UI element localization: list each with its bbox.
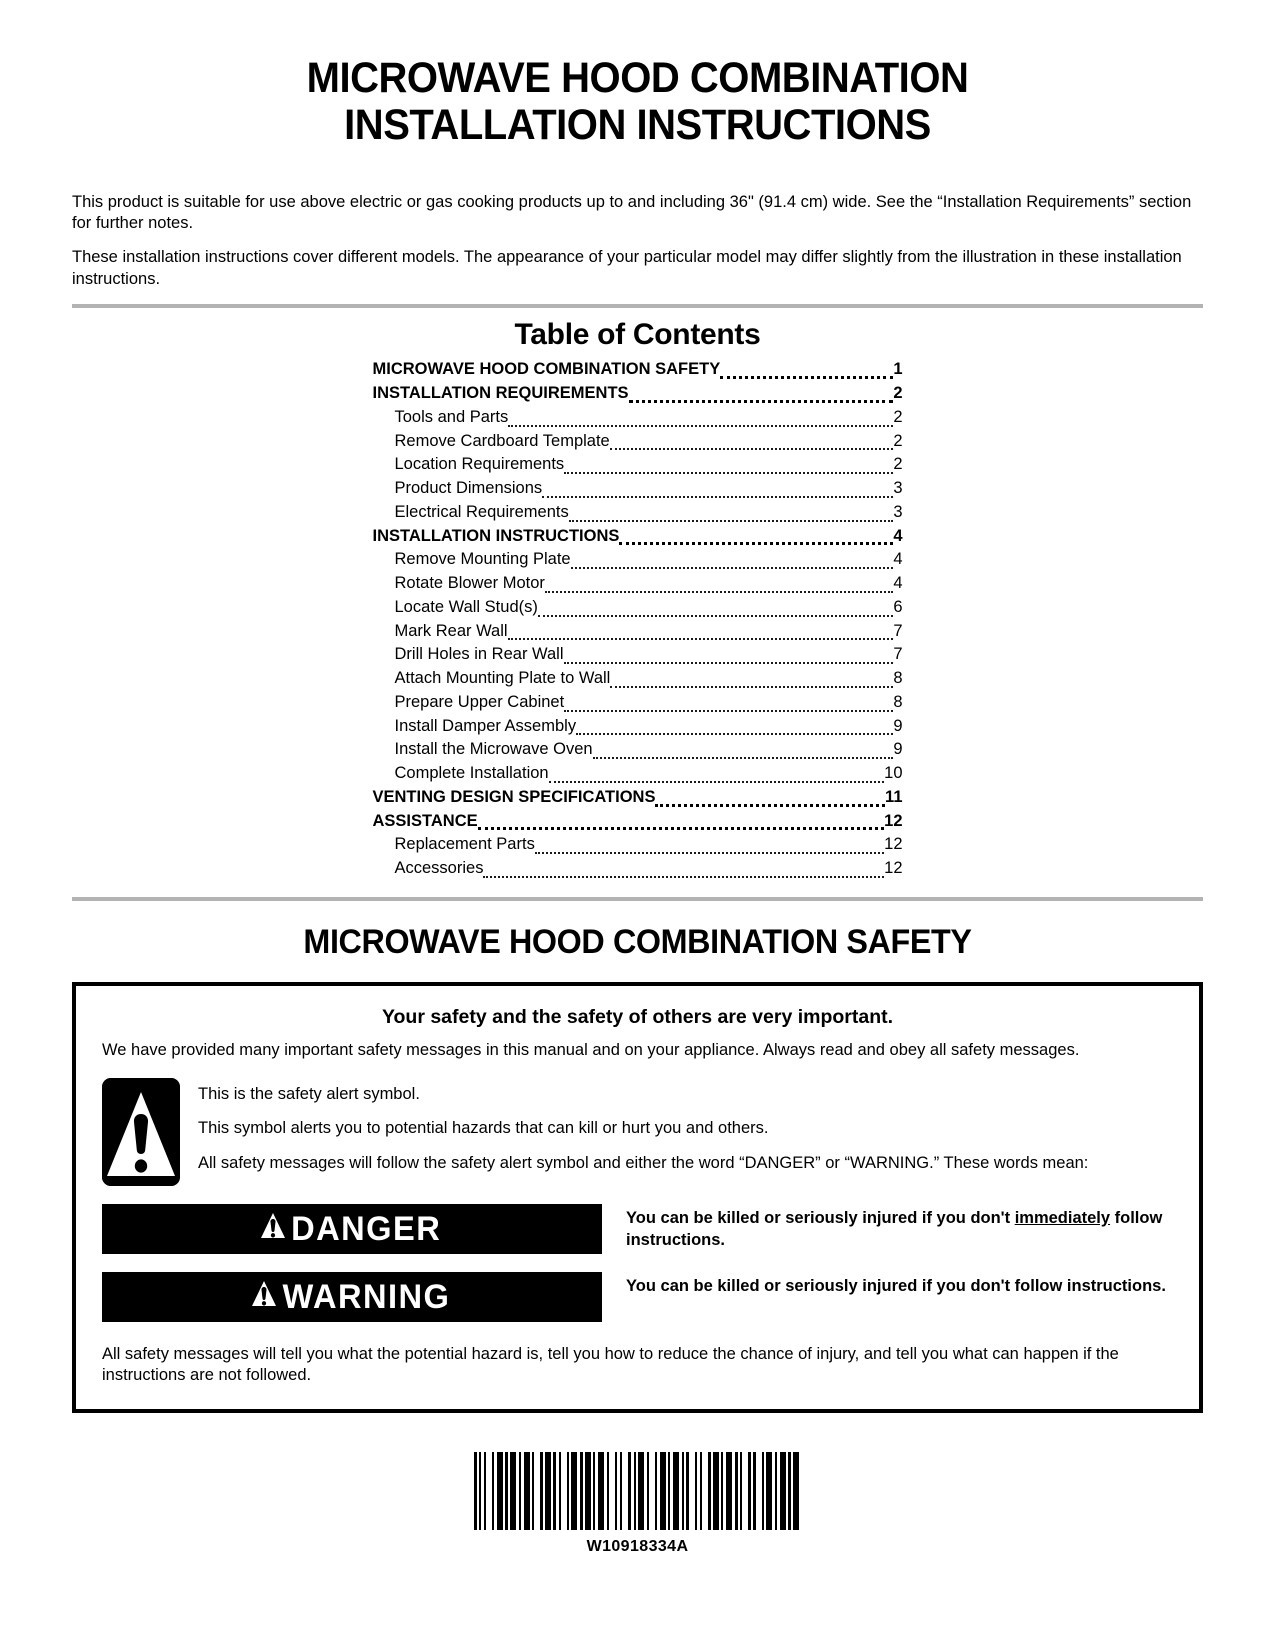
toc-entry-label: Attach Mounting Plate to Wall <box>394 669 611 688</box>
warning-description-before: You can be killed or seriously injured if you don't follow instructions. <box>626 1276 1166 1295</box>
intro-block <box>72 192 1203 291</box>
toc-entry[interactable] <box>373 833 903 857</box>
toc-entry-page: 4 <box>893 550 903 569</box>
safety-box <box>72 982 1203 1413</box>
safety-alert-symbol-icon <box>102 1078 180 1186</box>
toc-entry[interactable] <box>373 738 903 762</box>
toc-entry-label: Remove Mounting Plate <box>394 550 571 569</box>
toc-entry-label: ASSISTANCE <box>372 811 478 830</box>
toc-entry-page: 3 <box>893 479 903 498</box>
toc-entry-page: 7 <box>893 621 903 640</box>
toc-entry[interactable] <box>373 477 903 501</box>
toc-leader-dots <box>629 400 894 403</box>
toc-entry-page: 1 <box>893 360 903 379</box>
toc-entry-page: 9 <box>893 716 903 735</box>
toc-leader-dots <box>564 710 893 712</box>
toc-entry-label: Complete Installation <box>394 764 549 783</box>
toc-entry-label: Accessories <box>394 859 484 878</box>
toc-leader-dots <box>564 662 894 664</box>
toc-entry-page: 12 <box>884 811 903 830</box>
toc-entry[interactable] <box>373 762 903 786</box>
divider-bottom <box>72 897 1203 901</box>
danger-description <box>626 1204 1173 1252</box>
toc-leader-dots <box>538 615 893 617</box>
toc-entry-page: 9 <box>893 740 903 759</box>
toc-leader-dots <box>483 876 884 878</box>
toc-leader-dots <box>720 376 893 379</box>
toc-entry[interactable] <box>373 620 903 644</box>
toc-entry-label: Install Damper Assembly <box>394 716 577 735</box>
toc-entry-label: Prepare Upper Cabinet <box>394 692 565 711</box>
toc-entry-label: INSTALLATION REQUIREMENTS <box>372 384 629 403</box>
toc-entry[interactable] <box>373 857 903 881</box>
toc-entry-page: 8 <box>893 692 903 711</box>
toc-entry[interactable] <box>373 406 903 430</box>
toc-leader-dots <box>593 757 894 759</box>
toc-entry[interactable] <box>373 453 903 477</box>
toc-leader-dots <box>655 804 885 807</box>
danger-label: DANGER <box>290 1209 442 1248</box>
toc-entry-label: Product Dimensions <box>394 479 543 498</box>
toc-leader-dots <box>571 567 894 569</box>
warning-triangle-icon <box>260 1211 286 1246</box>
toc-entry[interactable] <box>373 691 903 715</box>
intro-paragraph-2: These installation instructions cover different models. The appearance of your particular model may differ slightly from the illustration in these installation instructions. <box>72 248 1182 288</box>
warning-row <box>102 1272 1173 1322</box>
safety-box-title: Your safety and the safety of others are very important. <box>381 1005 894 1028</box>
toc-entry-label: Remove Cardboard Template <box>394 431 610 450</box>
toc-entry-page: 12 <box>884 859 903 878</box>
toc-leader-dots <box>549 781 885 783</box>
toc-entry-label: MICROWAVE HOOD COMBINATION SAFETY <box>372 360 721 379</box>
page-title-line-1: MICROWAVE HOOD COMBINATION <box>306 54 969 102</box>
toc-entry-page: 10 <box>884 764 903 783</box>
part-number-label: W10918334A <box>586 1538 689 1556</box>
safety-alert-text-list <box>198 1078 1173 1175</box>
toc-entry[interactable] <box>373 810 903 834</box>
toc-leader-dots <box>478 827 885 830</box>
toc-entry[interactable] <box>373 430 903 454</box>
danger-description-after: follow instructions. <box>626 1208 1163 1249</box>
toc-leader-dots <box>508 425 893 427</box>
warning-label: WARNING <box>282 1277 450 1316</box>
toc-entry[interactable] <box>373 572 903 596</box>
toc-entry[interactable] <box>373 786 903 810</box>
toc-heading: Table of Contents <box>514 318 761 352</box>
toc-entry-label: Electrical Requirements <box>394 502 569 521</box>
toc-leader-dots <box>610 686 893 688</box>
danger-description-before: You can be killed or seriously injured if you don't <box>626 1208 1015 1227</box>
safety-footer-text: All safety messages will tell you what the potential hazard is, tell you how to reduce the chance of injury, and tell you what can happen if the instructions are not followed. <box>102 1344 1119 1385</box>
table-of-contents <box>72 318 1203 881</box>
toc-entry-label: VENTING DESIGN SPECIFICATIONS <box>372 787 656 806</box>
toc-entry[interactable] <box>373 382 903 406</box>
intro-paragraph-1: This product is suitable for use above electric or gas cooking products up to and including 36" (91.4 cm) wide. See the “Installation Requirements” section for further notes. <box>72 192 1192 233</box>
toc-entry[interactable] <box>373 715 903 739</box>
safety-alert-line-2: This symbol alerts you to potential hazards that can kill or hurt you and others. <box>198 1119 769 1138</box>
toc-leader-dots <box>535 852 884 854</box>
danger-description-underlined: immediately <box>1014 1208 1111 1227</box>
toc-entry-page: 8 <box>893 669 903 688</box>
toc-list <box>373 358 903 881</box>
divider-top <box>72 304 1203 308</box>
toc-entry[interactable] <box>373 548 903 572</box>
toc-entry-label: Drill Holes in Rear Wall <box>394 645 564 664</box>
toc-entry[interactable] <box>373 643 903 667</box>
warning-banner <box>102 1272 602 1322</box>
toc-entry-page: 6 <box>893 597 903 616</box>
danger-row <box>102 1204 1173 1254</box>
toc-entry-label: Tools and Parts <box>394 407 509 426</box>
toc-leader-dots <box>569 520 894 522</box>
toc-leader-dots <box>576 733 893 735</box>
toc-entry-page: 4 <box>893 526 903 545</box>
toc-entry[interactable] <box>373 358 903 382</box>
page-title-line-2: INSTALLATION INSTRUCTIONS <box>344 101 931 150</box>
barcode-area <box>72 1439 1203 1556</box>
safety-alert-line-1: This is the safety alert symbol. <box>198 1084 420 1103</box>
toc-entry[interactable] <box>373 667 903 691</box>
safety-alert-block <box>102 1078 1173 1186</box>
toc-leader-dots <box>610 448 894 450</box>
toc-leader-dots <box>542 496 893 498</box>
toc-entry[interactable] <box>373 525 903 549</box>
toc-entry-label: Location Requirements <box>394 455 565 474</box>
safety-intro-text: We have provided many important safety messages in this manual and on your appliance. Always read and obey all safety messages. <box>102 1040 1080 1059</box>
toc-entry-page: 2 <box>893 384 903 403</box>
barcode-bar <box>799 1452 802 1530</box>
toc-entry-label: Locate Wall Stud(s) <box>394 597 538 616</box>
toc-entry-label: INSTALLATION INSTRUCTIONS <box>372 526 620 545</box>
warning-description <box>626 1272 1173 1297</box>
toc-entry-page: 3 <box>893 502 903 521</box>
toc-leader-dots <box>508 638 894 640</box>
toc-entry-page: 2 <box>893 431 903 450</box>
warning-triangle-icon <box>251 1279 277 1314</box>
toc-entry-label: Mark Rear Wall <box>394 621 508 640</box>
toc-entry[interactable] <box>373 596 903 620</box>
toc-entry-label: Rotate Blower Motor <box>394 574 545 593</box>
danger-banner <box>102 1204 602 1254</box>
toc-entry-page: 11 <box>885 787 903 806</box>
toc-entry-page: 7 <box>893 645 903 664</box>
safety-section-heading: MICROWAVE HOOD COMBINATION SAFETY <box>303 922 972 961</box>
toc-entry-label: Replacement Parts <box>394 835 535 854</box>
safety-alert-line-3: All safety messages will follow the safety alert symbol and either the word “DANGER” or “WARNING.” These words mean: <box>198 1154 1089 1173</box>
toc-leader-dots <box>619 542 893 545</box>
page-title <box>112 0 1164 150</box>
toc-leader-dots <box>545 591 893 593</box>
toc-entry-label: Install the Microwave Oven <box>394 740 593 759</box>
code39-barcode <box>474 1452 802 1530</box>
toc-entry-page: 2 <box>893 455 903 474</box>
toc-entry-page: 2 <box>893 407 903 426</box>
toc-leader-dots <box>564 472 893 474</box>
toc-entry-page: 4 <box>893 574 903 593</box>
toc-entry[interactable] <box>373 501 903 525</box>
toc-entry-page: 12 <box>884 835 903 854</box>
